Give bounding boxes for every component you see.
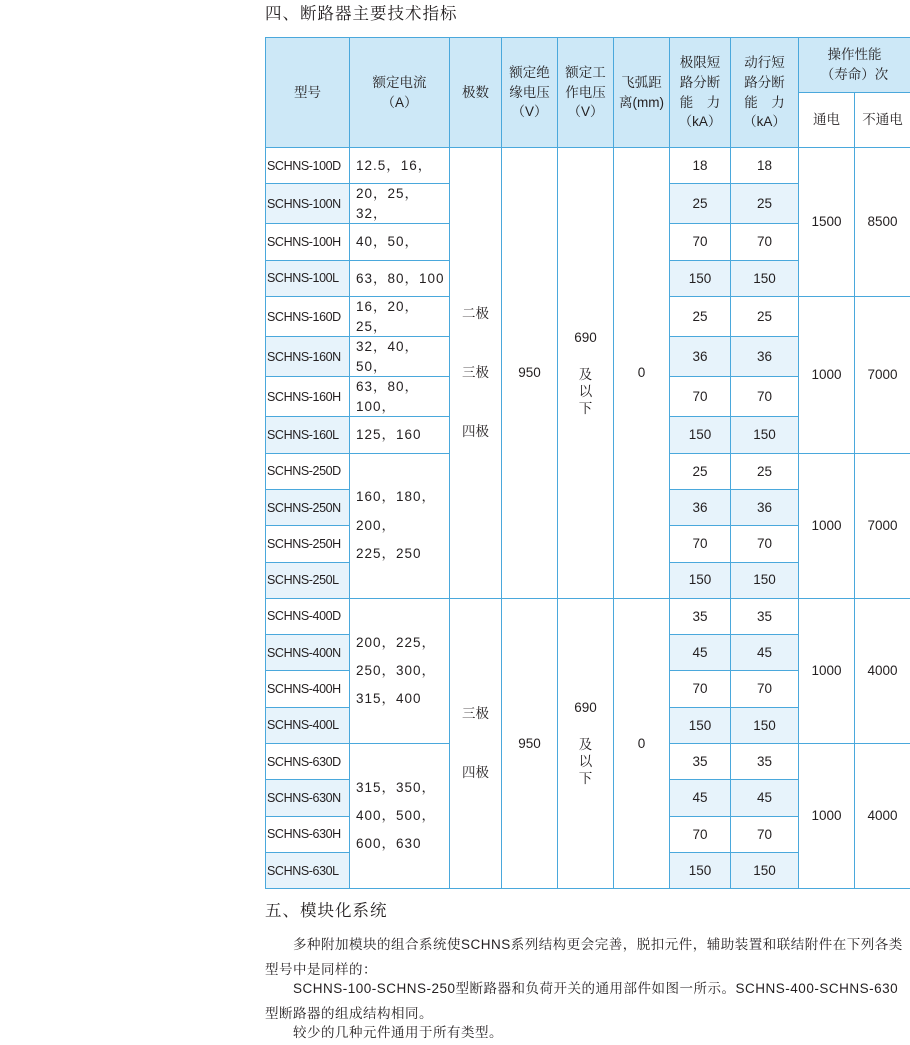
operating-ka-cell: 70	[731, 671, 799, 707]
header-rated-current: 额定电流 （A）	[350, 38, 450, 148]
ultimate-ka-cell: 150	[670, 852, 731, 888]
operating-ka-cell: 45	[731, 780, 799, 816]
working-voltage-value: 690	[574, 330, 597, 345]
section-4-title: 四、断路器主要技术指标	[265, 0, 458, 24]
current-cell: 160，180， 200， 225，250	[350, 453, 450, 598]
operating-ka-cell: 36	[731, 489, 799, 525]
current-cell: 63，80，100	[350, 260, 450, 296]
life-powered-cell: 1500	[799, 148, 855, 297]
section-5-title: 五、模块化系统	[265, 897, 388, 921]
model-cell: SCHNS-630L	[266, 852, 350, 888]
ultimate-ka-cell: 36	[670, 489, 731, 525]
ultimate-ka-cell: 35	[670, 598, 731, 634]
header-working-voltage: 额定工 作电压 （V）	[558, 38, 614, 148]
current-cell: 125，160	[350, 417, 450, 453]
ultimate-ka-cell: 45	[670, 780, 731, 816]
operating-ka-cell: 150	[731, 562, 799, 598]
working-voltage-value: 690	[574, 700, 597, 715]
life-unpowered-cell: 4000	[855, 744, 910, 889]
ultimate-ka-cell: 70	[670, 816, 731, 852]
operating-ka-cell: 36	[731, 337, 799, 377]
operating-ka-cell: 25	[731, 184, 799, 224]
life-unpowered-cell: 8500	[855, 148, 910, 297]
ultimate-ka-cell: 150	[670, 562, 731, 598]
current-cell: 12.5，16，	[350, 148, 450, 184]
ultimate-ka-cell: 45	[670, 635, 731, 671]
model-cell: SCHNS-100L	[266, 260, 350, 296]
working-voltage-cell	[558, 148, 614, 599]
model-cell: SCHNS-160D	[266, 297, 350, 337]
model-cell: SCHNS-400D	[266, 598, 350, 634]
ultimate-ka-cell: 25	[670, 297, 731, 337]
model-cell: SCHNS-400L	[266, 707, 350, 743]
model-cell: SCHNS-250N	[266, 489, 350, 525]
current-cell: 315，350， 400，500， 600，630	[350, 744, 450, 889]
model-cell: SCHNS-630H	[266, 816, 350, 852]
ultimate-ka-cell: 70	[670, 671, 731, 707]
header-operating-breaking: 动行短 路分断 能 力 （kA）	[731, 38, 799, 148]
poles-cell: 二极 三极 四极	[450, 148, 502, 599]
paragraph-1: 多种附加模块的组合系统使SCHNS系列结构更会完善，脱扣元件，辅助装置和联结附件在下列各类型号中是同样的：	[265, 932, 910, 982]
current-cell: 63，80，100，	[350, 377, 450, 417]
model-cell: SCHNS-160L	[266, 417, 350, 453]
model-cell: SCHNS-400N	[266, 635, 350, 671]
paragraph-3: 较少的几种元件通用于所有类型。	[265, 1020, 910, 1045]
ultimate-ka-cell: 70	[670, 224, 731, 260]
ultimate-ka-cell: 25	[670, 184, 731, 224]
working-voltage-cell	[558, 598, 614, 888]
current-cell: 16，20，25，	[350, 297, 450, 337]
ultimate-ka-cell: 18	[670, 148, 731, 184]
model-cell: SCHNS-250H	[266, 526, 350, 562]
operating-ka-cell: 25	[731, 453, 799, 489]
header-unpowered: 不通电	[855, 93, 910, 148]
header-performance: 操作性能 （寿命）次	[799, 38, 910, 93]
model-cell: SCHNS-100H	[266, 224, 350, 260]
life-powered-cell: 1000	[799, 744, 855, 889]
model-cell: SCHNS-100D	[266, 148, 350, 184]
operating-ka-cell: 70	[731, 224, 799, 260]
operating-ka-cell: 25	[731, 297, 799, 337]
operating-ka-cell: 45	[731, 635, 799, 671]
model-cell: SCHNS-160H	[266, 377, 350, 417]
model-cell: SCHNS-100N	[266, 184, 350, 224]
life-powered-cell: 1000	[799, 598, 855, 743]
current-cell: 40，50，	[350, 224, 450, 260]
current-cell: 20，25，32，	[350, 184, 450, 224]
spec-table	[265, 37, 910, 889]
paragraph-2: SCHNS-100-SCHNS-250型断路器和负荷开关的通用部件如图一所示。SCHNS-400-SCHNS-630型断路器的组成结构相同。	[265, 976, 910, 1026]
life-unpowered-cell: 7000	[855, 453, 910, 598]
poles-cell: 三极 四极	[450, 598, 502, 888]
operating-ka-cell: 70	[731, 377, 799, 417]
operating-ka-cell: 35	[731, 744, 799, 780]
insulation-voltage-cell: 950	[502, 148, 558, 599]
life-unpowered-cell: 7000	[855, 297, 910, 454]
operating-ka-cell: 35	[731, 598, 799, 634]
arc-distance-cell: 0	[614, 148, 670, 599]
operating-ka-cell: 150	[731, 852, 799, 888]
operating-ka-cell: 18	[731, 148, 799, 184]
header-insulation-voltage: 额定绝 缘电压 （V）	[502, 38, 558, 148]
model-cell: SCHNS-630N	[266, 780, 350, 816]
model-cell: SCHNS-250D	[266, 453, 350, 489]
working-voltage-suffix: 及以下	[579, 737, 593, 788]
life-powered-cell: 1000	[799, 297, 855, 454]
model-cell: SCHNS-250L	[266, 562, 350, 598]
current-cell: 32，40，50，	[350, 337, 450, 377]
operating-ka-cell: 70	[731, 816, 799, 852]
model-cell: SCHNS-160N	[266, 337, 350, 377]
arc-distance-cell: 0	[614, 598, 670, 888]
ultimate-ka-cell: 150	[670, 707, 731, 743]
operating-ka-cell: 150	[731, 260, 799, 296]
ultimate-ka-cell: 35	[670, 744, 731, 780]
header-poles: 极数	[450, 38, 502, 148]
operating-ka-cell: 70	[731, 526, 799, 562]
header-ultimate-breaking: 极限短 路分断 能 力 （kA）	[670, 38, 731, 148]
model-cell: SCHNS-400H	[266, 671, 350, 707]
life-powered-cell: 1000	[799, 453, 855, 598]
current-cell: 200，225， 250，300， 315，400	[350, 598, 450, 743]
life-unpowered-cell: 4000	[855, 598, 910, 743]
ultimate-ka-cell: 70	[670, 526, 731, 562]
operating-ka-cell: 150	[731, 417, 799, 453]
ultimate-ka-cell: 25	[670, 453, 731, 489]
ultimate-ka-cell: 70	[670, 377, 731, 417]
model-cell: SCHNS-630D	[266, 744, 350, 780]
header-powered: 通电	[799, 93, 855, 148]
ultimate-ka-cell: 36	[670, 337, 731, 377]
insulation-voltage-cell: 950	[502, 598, 558, 888]
operating-ka-cell: 150	[731, 707, 799, 743]
ultimate-ka-cell: 150	[670, 417, 731, 453]
header-arc-distance: 飞弧距 离(mm)	[614, 38, 670, 148]
ultimate-ka-cell: 150	[670, 260, 731, 296]
header-model: 型号	[266, 38, 350, 148]
working-voltage-suffix: 及以下	[579, 367, 593, 418]
